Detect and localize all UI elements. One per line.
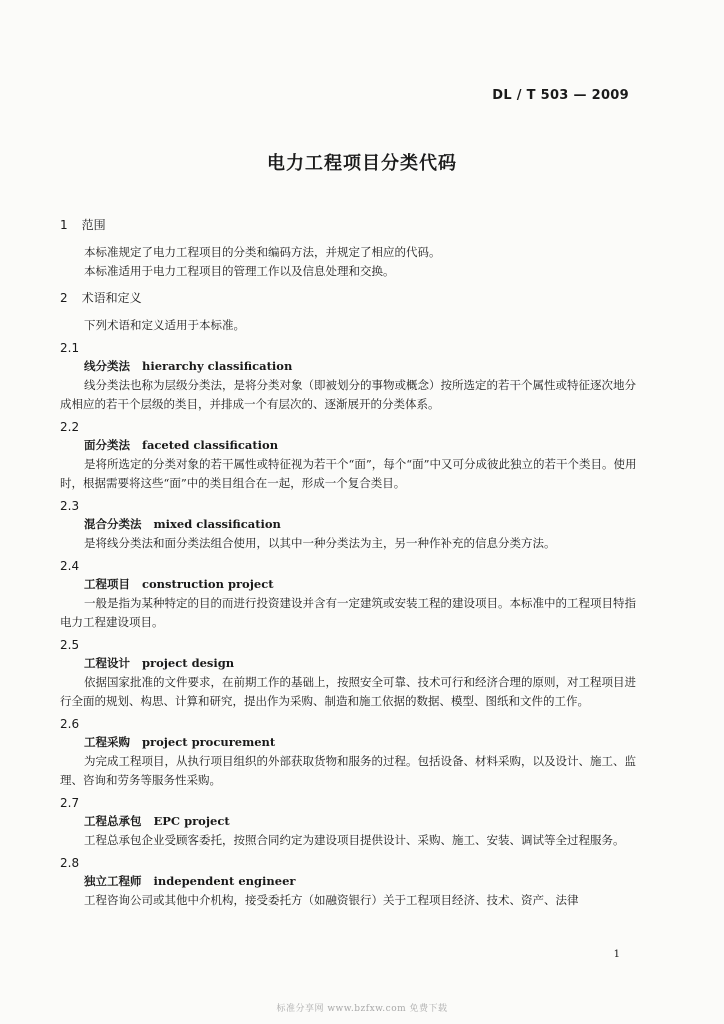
section-heading-terms (60, 289, 638, 308)
term-heading (60, 812, 638, 831)
term-definition: 为完成工程项目，从执行项目组织的外部获取货物和服务的过程。包括设备、材料采购，以及设计、施工、监理、咨询和劳务等服务性采购。 (60, 754, 636, 787)
term-definition: 一般是指为某种特定的目的而进行投资建设并含有一定建筑或安装工程的建设项目。本标准中的工程项目特指电力工程建设项目。 (60, 596, 636, 629)
term-name-zh: 面分类法 (84, 438, 130, 452)
term-number: 2.2 (60, 420, 80, 434)
term-definition: 是将所选定的分类对象的若干属性或特征视为若干个“面”，每个“面”中又可分成彼此独立的若干个类目。使用时，根据需要将这些“面”中的类目组合在一起，形成一个复合类目。 (60, 457, 637, 490)
term-name-zh: 工程总承包 (84, 814, 142, 828)
scope-paragraph: 本标准规定了电力工程项目的分类和编码方法，并规定了相应的代码。 (84, 245, 441, 259)
term-name-zh: 工程项目 (84, 577, 130, 591)
term-number: 2.5 (60, 638, 80, 652)
term-number: 2.6 (60, 717, 80, 731)
term-number: 2.1 (60, 341, 80, 355)
term-name-zh: 工程设计 (84, 656, 130, 670)
term-name-en: construction project (142, 577, 274, 591)
term-heading (60, 436, 638, 455)
term-name-zh: 独立工程师 (84, 874, 142, 888)
section-heading-scope (60, 216, 638, 235)
term-heading (60, 357, 638, 376)
term-heading (60, 515, 638, 534)
term-definition: 工程总承包企业受顾客委托，按照合同约定为建设项目提供设计、采购、施工、安装、调试等全过程服务。 (84, 833, 625, 847)
document-title: 电力工程项目分类代码 (267, 153, 457, 174)
standard-code: DL / T 503 — 2009 (492, 88, 629, 103)
term-definition: 是将线分类法和面分类法组合使用，以其中一种分类法为主，另一种作补充的信息分类方法。 (84, 536, 556, 550)
term-name-en: mixed classification (153, 517, 281, 531)
term-name-zh: 混合分类法 (84, 517, 142, 531)
term-number: 2.4 (60, 559, 80, 573)
term-number: 2.7 (60, 796, 80, 810)
term-name-en: project design (142, 656, 235, 670)
term-definition: 工程咨询公司或其他中介机构，接受委托方（如融资银行）关于工程项目经济、技术、资产、法律 (84, 893, 579, 907)
term-heading (60, 575, 638, 594)
section-title: 术语和定义 (81, 291, 142, 305)
page-number: 1 (613, 949, 620, 960)
term-number: 2.3 (60, 499, 80, 513)
term-heading (60, 733, 638, 752)
term-name-zh: 线分类法 (84, 359, 130, 373)
section-number: 1 (60, 218, 68, 232)
term-name-en: faceted classification (142, 438, 279, 452)
term-definition: 依据国家批准的文件要求，在前期工作的基础上，按照安全可靠、技术可行和经济合理的原则，对工程项目进行全面的规划、构思、计算和研究，提出作为采购、制造和施工依据的数据、模型、图纸和文件的工作。 (60, 675, 636, 708)
term-heading (60, 872, 638, 891)
term-name-en: hierarchy classification (142, 359, 293, 373)
term-number: 2.8 (60, 856, 80, 870)
scope-paragraph: 本标准适用于电力工程项目的管理工作以及信息处理和交换。 (84, 264, 395, 278)
term-definition: 线分类法也称为层级分类法，是将分类对象（即被划分的事物或概念）按所选定的若干个属性或特征逐次地分成相应的若干个层级的类目，并排成一个有层次的、逐渐展开的分类体系。 (60, 378, 636, 411)
footer-watermark: 标准分享网 www.bzfxw.com 免费下载 (276, 1004, 448, 1014)
section-title: 范围 (81, 218, 106, 232)
document-body (60, 216, 638, 910)
term-name-zh: 工程采购 (84, 735, 130, 749)
term-name-en: project procurement (142, 735, 276, 749)
terms-intro: 下列术语和定义适用于本标准。 (84, 318, 245, 332)
term-heading (60, 654, 638, 673)
section-number: 2 (60, 291, 68, 305)
term-name-en: EPC project (153, 814, 230, 828)
term-name-en: independent engineer (153, 874, 296, 888)
